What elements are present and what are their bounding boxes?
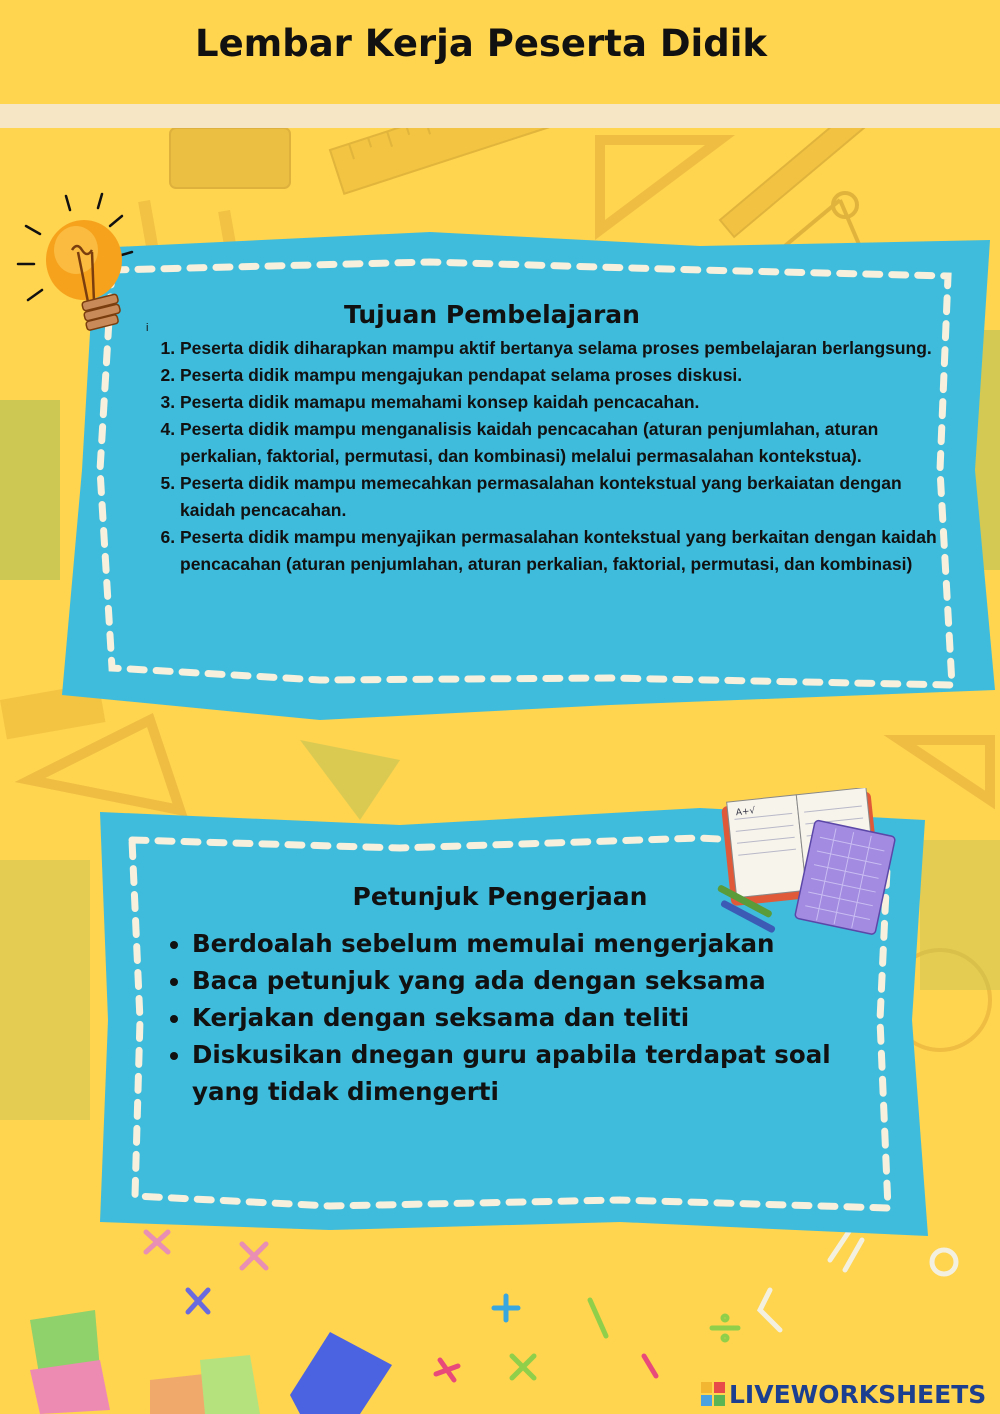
objectives-title: Tujuan Pembelajaran <box>344 300 640 329</box>
directions-title: Petunjuk Pengerjaan <box>352 882 648 911</box>
directions-list <box>160 925 860 1110</box>
list-item: • Diskusikan dnegan guru apabila terdapat soal yang tidak dimengerti <box>192 1036 860 1110</box>
list-item: 1. Peserta didik diharapkan mampu aktif bertanya selama proses pembelajaran berlangsung. <box>180 335 940 362</box>
svg-text:A+√: A+√ <box>735 806 756 819</box>
objectives-section <box>160 300 940 578</box>
list-item: • Kerjakan dengan seksama dan teliti <box>192 999 860 1036</box>
list-item: • Baca petunjuk yang ada dengan seksama <box>192 962 860 999</box>
brand-text: LIVEWORKSHEETS <box>729 1379 987 1409</box>
list-item: 2. Peserta didik mampu mengajukan pendapat selama proses diskusi. <box>180 362 940 389</box>
objective-marker: i <box>146 322 149 334</box>
list-item: 5. Peserta didik mampu memecahkan permasalahan kontekstual yang berkaiatan dengan kaidah pencacahan. <box>180 470 940 524</box>
objectives-list <box>160 335 940 578</box>
list-item: 6. Peserta didik mampu menyajikan permasalahan kontekstual yang berkaitan dengan kaidah pencacahan (aturan penjumlahan, aturan perkalian, faktorial, permutasi, dan kombinasi) <box>180 524 940 578</box>
page-title: Lembar Kerja Peserta Didik <box>195 22 767 65</box>
liveworksheets-logo-icon <box>700 1381 726 1407</box>
list-item: • Berdoalah sebelum memulai mengerjakan <box>192 925 860 962</box>
list-item: 4. Peserta didik mampu menganalisis kaidah pencacahan (aturan penjumlahan, aturan perkalian, faktorial, permutasi, dan kombinasi) melalui permasalahan kontekstua). <box>180 416 940 470</box>
directions-section <box>160 882 860 1110</box>
list-item: 3. Peserta didik mamapu memahami konsep kaidah pencacahan. <box>180 389 940 416</box>
liveworksheets-brand[interactable] <box>700 1376 996 1412</box>
